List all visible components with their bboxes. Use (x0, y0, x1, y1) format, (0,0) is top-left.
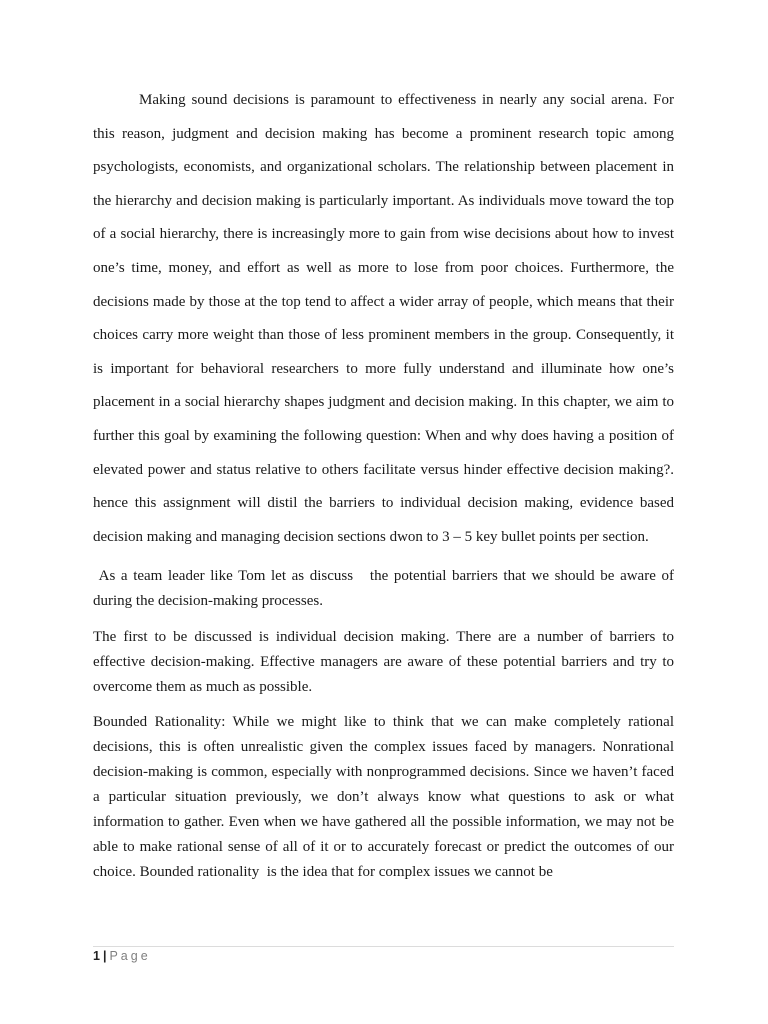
document-page (93, 84, 678, 885)
intro-paragraph: Making sound decisions is paramount to effectiveness in nearly any social arena. For this reason, judgment and decision making has become a prominent research topic among psychologists, economists, and organizational scholars. The relationship between placement in the hierarchy and decision making is particularly important. As individuals move toward the top of a social hierarchy, there is increasingly more to gain from wise decisions about how to invest one’s time, money, and effort as well as more to lose from poor choices. Furthermore, the decisions made by those at the top tend to affect a wider array of people, which means that their choices carry more weight than those of less prominent members in the group. Consequently, it is important for behavioral researchers to more fully understand and illuminate how one’s placement in a social hierarchy shapes judgment and decision making. In this chapter, we aim to further this goal by examining the following question: When and why does having a position of elevated power and status relative to others facilitate versus hinder effective decision making?. hence this assignment will distil the barriers to individual decision making, evidence based decision making and managing decision sections dwon to 3 – 5 key bullet points per section. (93, 92, 674, 545)
footer-separator: | (102, 949, 107, 963)
page-label: Page (109, 949, 151, 963)
bounded-rationality-paragraph: Bounded Rationality: While we might like to think that we can make completely rational decisions, this is often unrealistic given the complex issues faced by managers. Nonrational decision-making is common, especially with nonprogrammed decisions. Since we haven’t faced a particular situation previously, we don’t always know what questions to ask or what information to gather. Even when we have gathered all the possible information, we may not be able to make rational sense of all of it or to accurately forecast or predict the outcomes of our choice. Bounded rationality is the idea that for complex issues we cannot be (93, 714, 678, 881)
page-footer (93, 946, 674, 963)
page-number: 1 (93, 949, 100, 963)
individual-decision-paragraph: The first to be discussed is individual decision making. There are a number of barriers to effective decision-making. Effective managers are aware of these potential barriers and try to overcome them as much as possible. (93, 629, 674, 696)
team-leader-paragraph: As a team leader like Tom let as discuss the potential barriers that we should be aware of during the decision-making processes. (93, 568, 678, 610)
